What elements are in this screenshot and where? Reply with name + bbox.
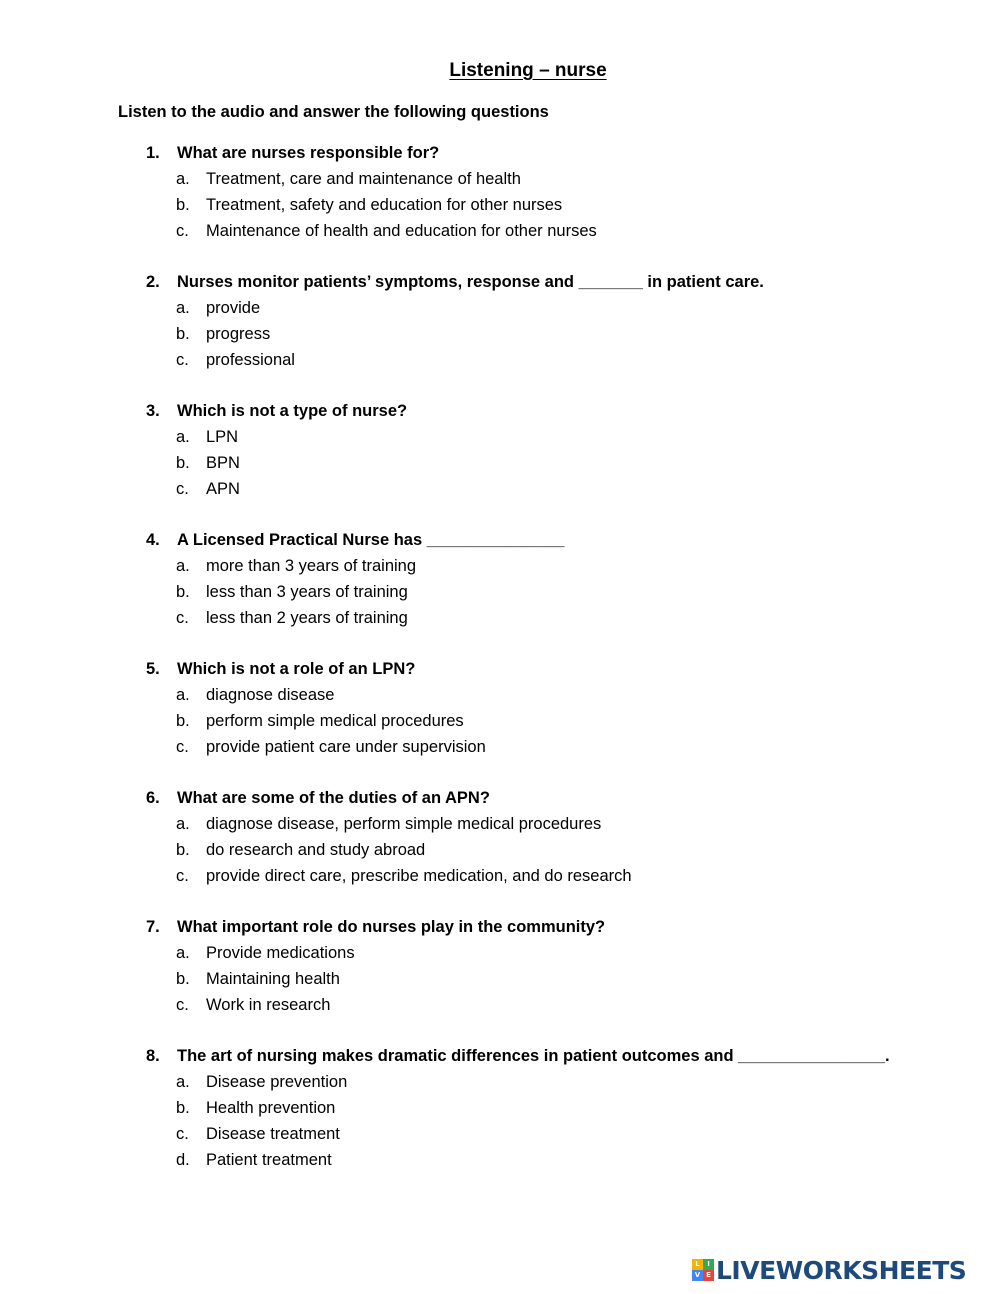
option-letter: b. [176,970,190,988]
answer-option[interactable] [146,295,976,321]
page-title: Listening – nurse [449,60,607,81]
question-4 [146,527,976,631]
option-text: Work in research [206,996,331,1014]
option-letter: c. [176,996,189,1014]
option-text: perform simple medical procedures [206,712,464,730]
answer-option[interactable] [146,708,976,734]
option-text: LPN [206,428,239,446]
question-3 [146,398,976,502]
option-letter: c. [176,867,189,885]
question-prompt: The art of nursing makes dramatic differences in patient outcomes and ________________. [177,1047,890,1065]
question-prompt: Which is not a role of an LPN? [177,660,416,678]
answer-option[interactable] [146,837,976,863]
option-letter: c. [176,1125,189,1143]
answer-option[interactable] [146,1147,976,1173]
logo-mark-cell: L [692,1259,703,1270]
option-text: provide patient care under supervision [206,738,486,756]
question-number: 8. [146,1047,160,1065]
question-text [146,398,976,424]
option-text: diagnose disease [206,686,335,704]
answer-option[interactable] [146,734,976,760]
answer-option[interactable] [146,863,976,889]
answer-option[interactable] [146,218,976,244]
answer-option[interactable] [146,605,976,631]
logo-text: LIVEWORKSHEETS [716,1255,967,1285]
question-prompt: What are nurses responsible for? [177,144,440,162]
answer-option[interactable] [146,321,976,347]
answer-option[interactable] [146,476,976,502]
option-letter: a. [176,1073,190,1091]
question-number: 1. [146,144,160,162]
option-letter: c. [176,351,189,369]
option-text: Treatment, care and maintenance of health [206,170,521,188]
answer-option[interactable] [146,1095,976,1121]
option-text: BPN [206,454,240,472]
option-text: diagnose disease, perform simple medical procedures [206,815,602,833]
option-letter: a. [176,557,190,575]
option-letter: a. [176,428,190,446]
answer-option[interactable] [146,424,976,450]
answer-option[interactable] [146,1121,976,1147]
answer-option[interactable] [146,166,976,192]
option-letter: b. [176,196,190,214]
option-text: more than 3 years of training [206,557,417,575]
question-prompt: A Licensed Practical Nurse has _______________ [177,531,565,549]
option-text: Health prevention [206,1099,336,1117]
answer-option[interactable] [146,347,976,373]
answer-option[interactable] [146,1069,976,1095]
option-text: Patient treatment [206,1151,332,1169]
question-prompt: Which is not a type of nurse? [177,402,408,420]
question-text [146,527,976,553]
question-number: 6. [146,789,160,807]
option-text: professional [206,351,295,369]
option-text: progress [206,325,271,343]
logo-mark-cell: E [703,1270,714,1281]
answer-option[interactable] [146,192,976,218]
question-prompt: Nurses monitor patients’ symptoms, response and _______ in patient care. [177,273,764,291]
question-8 [146,1043,976,1173]
question-7 [146,914,976,1018]
logo-mark-cell: V [692,1270,703,1281]
question-number: 3. [146,402,160,420]
option-letter: a. [176,686,190,704]
option-letter: b. [176,583,190,601]
option-letter: b. [176,841,190,859]
option-text: APN [206,480,240,498]
answer-option[interactable] [146,682,976,708]
liveworksheets-logo[interactable] [692,1257,966,1283]
question-text [146,656,976,682]
question-text [146,1043,976,1069]
answer-option[interactable] [146,811,976,837]
option-text: Disease treatment [206,1125,340,1143]
question-number: 2. [146,273,160,291]
question-6 [146,785,976,889]
question-number: 5. [146,660,160,678]
answer-option[interactable] [146,450,976,476]
option-text: less than 2 years of training [206,609,408,627]
option-text: provide direct care, prescribe medication, and do research [206,867,632,885]
question-number: 4. [146,531,160,549]
question-text [146,140,976,166]
option-text: Disease prevention [206,1073,348,1091]
option-text: Provide medications [206,944,355,962]
instructions: Listen to the audio and answer the following questions [118,103,549,121]
question-2 [146,269,976,373]
logo-mark-icon [692,1259,714,1281]
option-letter: c. [176,480,189,498]
option-letter: b. [176,1099,190,1117]
question-1 [146,140,976,244]
logo-mark-cell: I [703,1259,714,1270]
question-text [146,269,976,295]
answer-option[interactable] [146,992,976,1018]
answer-option[interactable] [146,940,976,966]
question-text [146,785,976,811]
option-letter: a. [176,944,190,962]
option-text: Treatment, safety and education for other nurses [206,196,563,214]
option-text: provide [206,299,261,317]
option-letter: b. [176,454,190,472]
question-number: 7. [146,918,160,936]
option-text: Maintenance of health and education for other nurses [206,222,597,240]
option-letter: b. [176,712,190,730]
option-text: Maintaining health [206,970,340,988]
option-letter: a. [176,299,190,317]
option-text: less than 3 years of training [206,583,408,601]
question-5 [146,656,976,760]
option-letter: c. [176,222,189,240]
answer-option[interactable] [146,553,976,579]
option-letter: d. [176,1151,190,1169]
question-prompt: What are some of the duties of an APN? [177,789,490,807]
option-text: do research and study abroad [206,841,426,859]
question-text [146,914,976,940]
option-letter: a. [176,170,190,188]
answer-option[interactable] [146,579,976,605]
answer-option[interactable] [146,966,976,992]
option-letter: c. [176,609,189,627]
option-letter: a. [176,815,190,833]
option-letter: b. [176,325,190,343]
question-prompt: What important role do nurses play in the community? [177,918,606,936]
option-letter: c. [176,738,189,756]
